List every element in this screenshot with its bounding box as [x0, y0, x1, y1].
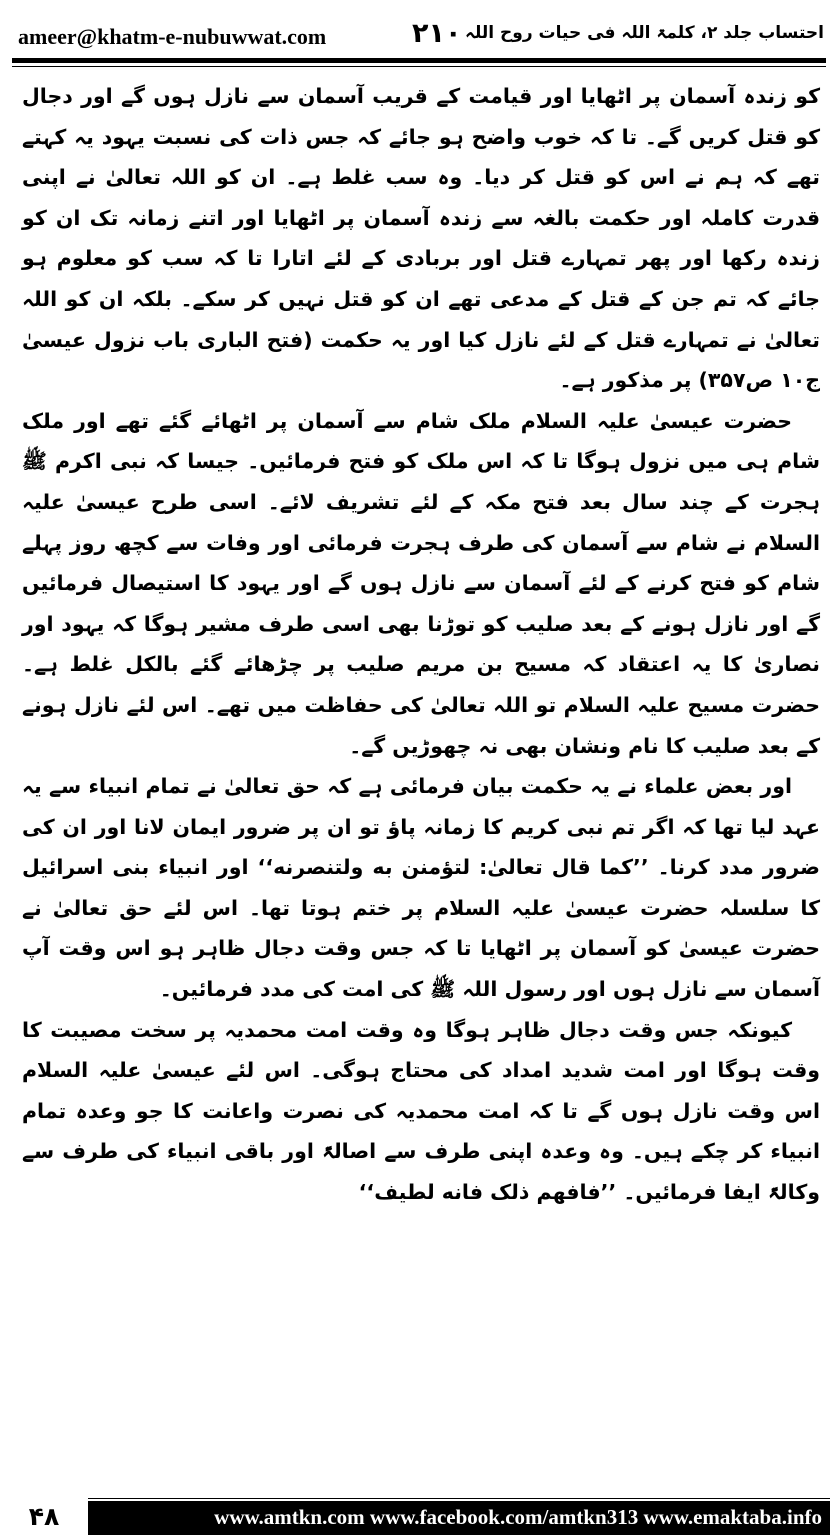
- footer-section-number: ۴۸: [28, 1502, 60, 1531]
- book-title: احتساب جلد ۲، کلمۃ اللہ فی حیات روح اللہ: [465, 23, 824, 43]
- page-footer: [10, 1498, 830, 1540]
- paragraph-2: حضرت عیسیٰ علیہ السلام ملک شام سے آسمان پر اٹھائے گئے تھے اور ملک شام ہی میں نزول ہوگا تا کہ اس ملک کو فتح فرمائیں۔ جیسا کہ نبی اکرم ﷺ ہجرت کے چند سال بعد فتح مکہ کے لئے تشریف لائے۔ اسی طرح عیسیٰ علیہ السلام نے شام سے آسمان کی طرف ہجرت فرمائی اور وفات سے کچھ روز پہلے شام کو فتح کرنے کے لئے آسمان سے نازل ہوں گے اور یہود کا استیصال فرمائیں گے اور نازل ہونے کے بعد صلیب کو توڑنا بھی اسی طرف مشیر ہوگا کہ یہود اور نصاریٰ کا یہ اعتقاد کہ مسیح بن مریم صلیب پر چڑھائے گئے بالکل غلط ہے۔ حضرت مسیح علیہ السلام تو اللہ تعالیٰ کی حفاظت میں تھے۔ اس لئے نازل ہونے کے بعد صلیب کا نام ونشان بھی نہ چھوڑیں گے۔: [22, 408, 820, 758]
- page-header: [12, 12, 826, 56]
- footer-urls: www.amtkn.com www.facebook.com/amtkn313 www.emaktaba.info: [214, 1505, 822, 1529]
- paragraph-1: کو زندہ آسمان پر اٹھایا اور قیامت کے قریب آسمان سے نازل ہوں گے اور دجال کو قتل کریں گے۔ تا کہ خوب واضح ہو جائے کہ جس ذات کی نسبت یہود یہ کہتے تھے کہ ہم نے اس کو قتل کر دیا۔ وہ سب غلط ہے۔ ان کو اللہ تعالیٰ نے اپنی قدرت کاملہ اور حکمت بالغہ سے زندہ آسمان پر اٹھایا اور اتنے زمانہ تک ان کو زندہ رکھا اور پھر تمہارے قتل اور بربادی کے لئے اتارا تا کہ سب کو معلوم ہو جائے کہ تم جن کے قتل کے مدعی تھے ان کو قتل نہیں کر سکے۔ بلکہ ان کو اللہ تعالیٰ نے تمہارے قتل کے لئے نازل کیا اور یہ حکمت (فتح الباری باب نزول عیسیٰ ج۱۰ ص۳۵۷) پر مذکور ہے۔: [22, 84, 820, 393]
- page-body: [22, 76, 820, 1213]
- footer-rule: [88, 1498, 830, 1499]
- paragraph-4: کیونکہ جس وقت دجال ظاہر ہوگا وہ وقت امت محمدیہ پر سخت مصیبت کا وقت ہوگا اور امت شدید امداد کی محتاج ہوگی۔ اس لئے عیسیٰ علیہ السلام اس وقت نازل ہوں گے تا کہ امت محمدیہ کی نصرت واعانت کا جو وعدہ تمام انبیاء کر چکے ہیں۔ وہ وعدہ اپنی طرف سے اصالۃً اور باقی انبیاء کی طرف سے وکالۃً ایفا فرمائیں۔ ’’فافهم ذلک فانه لطیف‘‘: [22, 1017, 820, 1205]
- footer-bar: [88, 1501, 830, 1535]
- header-email: ameer@khatm-e-nubuwwat.com: [18, 24, 327, 49]
- header-rule-thin: [12, 66, 826, 67]
- paragraph-3: اور بعض علماء نے یہ حکمت بیان فرمائی ہے کہ حق تعالیٰ نے تمام انبیاء سے یہ عہد لیا تھا کہ اگر تم نبی کریم کا زمانہ پاؤ تو ان پر ضرور ایمان لانا اور ان کی ضرور مدد کرنا۔ ’’کما قال تعالیٰ: لتؤمنن به ولتنصرنه‘‘ اور انبیاء بنی اسرائیل کا سلسلہ حضرت عیسیٰ علیہ السلام پر ختم ہوتا تھا۔ اس لئے حق تعالیٰ نے حضرت عیسیٰ کو آسمان پر اٹھایا تا کہ جس وقت دجال ظاہر ہو اس وقت آپ آسمان سے نازل ہوں اور رسول اللہ ﷺ کی امت کی مدد فرمائیں۔: [22, 774, 820, 1002]
- page-number: ۲۱۰: [412, 18, 462, 49]
- header-rule-thick: [12, 58, 826, 63]
